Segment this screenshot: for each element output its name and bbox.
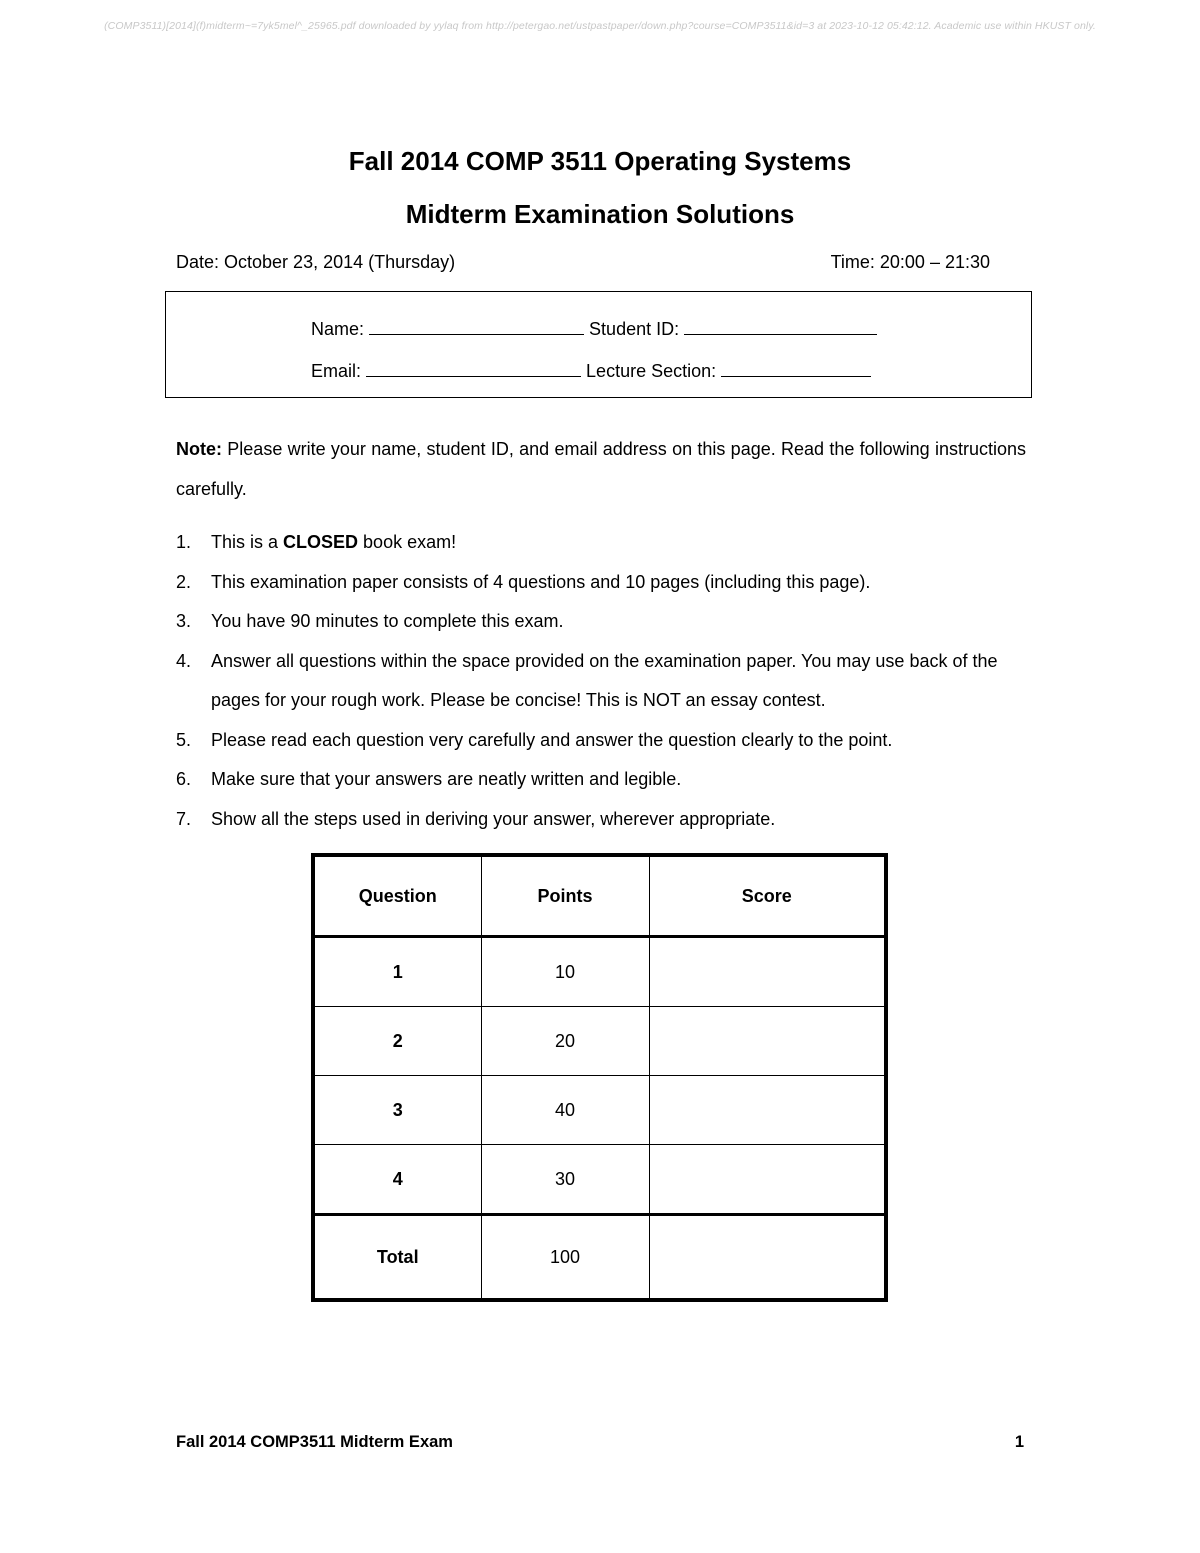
lecture-section-label: Lecture Section: (586, 361, 717, 381)
note-text: Please write your name, student ID, and email address on this page. Read the following instructions carefully. (176, 439, 1026, 499)
table-row (313, 1076, 886, 1145)
list-item (176, 602, 1026, 642)
name-blank[interactable] (369, 318, 584, 335)
item-number: 2. (176, 571, 192, 592)
instruction-list (176, 523, 1026, 839)
points-cell: 30 (481, 1145, 649, 1215)
score-table (311, 853, 888, 1302)
item-text: This examination paper consists of 4 questions and 10 pages (including this page). (211, 571, 871, 592)
item-text: Show all the steps used in deriving your answer, wherever appropriate. (211, 808, 776, 829)
name-label: Name: (311, 319, 365, 339)
item-number: 5. (176, 729, 192, 750)
footer-title: Fall 2014 COMP3511 Midterm Exam (176, 1433, 453, 1451)
item-text: This is a (211, 532, 284, 552)
list-item (176, 523, 1026, 563)
question-cell: 4 (313, 1145, 481, 1215)
item-number: 3. (176, 611, 192, 631)
total-points-cell: 100 (481, 1215, 649, 1301)
points-cell: 20 (481, 1007, 649, 1076)
item-text: Make sure that your answers are neatly written and legible. (211, 769, 682, 789)
total-row (313, 1215, 886, 1301)
download-watermark: (COMP3511)[2014](f)midterm~=7yk5mel^_25965.pdf downloaded by yylaq from http://petergao.net/ustpastpaper/down.php?course=COMP3511&id=3 at 2023-10-12 05:42:12. Academic use within HKUST only. (104, 20, 1096, 32)
table-header-row (313, 855, 886, 937)
info-row-1 (311, 318, 877, 340)
list-item (176, 563, 1026, 603)
header-points: Points (481, 855, 649, 937)
total-label-cell: Total (313, 1215, 481, 1301)
score-cell[interactable] (649, 1007, 886, 1076)
student-info-box (165, 291, 1032, 398)
item-number: 4. (176, 650, 192, 671)
question-cell: 1 (313, 937, 481, 1007)
page-footer (176, 1433, 1024, 1452)
lecture-section-blank[interactable] (721, 360, 871, 377)
item-bold-text: CLOSED (283, 532, 359, 552)
item-text: Answer all questions within the space provided on the examination paper. You may use back of the pages for your rough work. Please be concise! This is NOT an essay contest. (211, 650, 998, 710)
email-label: Email: (311, 361, 362, 381)
item-number: 7. (176, 808, 192, 829)
score-cell[interactable] (649, 1076, 886, 1145)
question-cell: 3 (313, 1076, 481, 1145)
table-row (313, 937, 886, 1007)
points-cell: 10 (481, 937, 649, 1007)
date-time-line (176, 252, 990, 273)
table-row (313, 1145, 886, 1215)
note-paragraph (176, 430, 1026, 509)
note-label: Note: (176, 439, 222, 459)
item-text: Please read each question very carefully and answer the question clearly to the point. (211, 729, 893, 750)
student-id-blank[interactable] (684, 318, 877, 335)
exam-time: Time: 20:00 – 21:30 (830, 252, 990, 272)
exam-subtitle: Midterm Examination Solutions (405, 199, 795, 229)
score-cell[interactable] (649, 1145, 886, 1215)
student-id-label: Student ID: (589, 319, 680, 339)
header-question: Question (313, 855, 481, 937)
item-number: 6. (176, 769, 192, 789)
page-number: 1 (1014, 1433, 1024, 1451)
list-item (176, 721, 1026, 761)
exam-date: Date: October 23, 2014 (Thursday) (176, 252, 456, 272)
item-text: book exam! (358, 532, 457, 552)
list-item (176, 800, 1026, 840)
item-text: You have 90 minutes to complete this exam. (211, 611, 564, 631)
exam-title: Fall 2014 COMP 3511 Operating Systems (348, 146, 852, 176)
list-item (176, 760, 1026, 800)
header-score: Score (649, 855, 886, 937)
item-number: 1. (176, 532, 192, 552)
table-row (313, 1007, 886, 1076)
email-blank[interactable] (366, 360, 581, 377)
total-score-cell[interactable] (649, 1215, 886, 1301)
points-cell: 40 (481, 1076, 649, 1145)
score-cell[interactable] (649, 937, 886, 1007)
info-row-2 (311, 360, 871, 382)
question-cell: 2 (313, 1007, 481, 1076)
list-item (176, 642, 1026, 721)
